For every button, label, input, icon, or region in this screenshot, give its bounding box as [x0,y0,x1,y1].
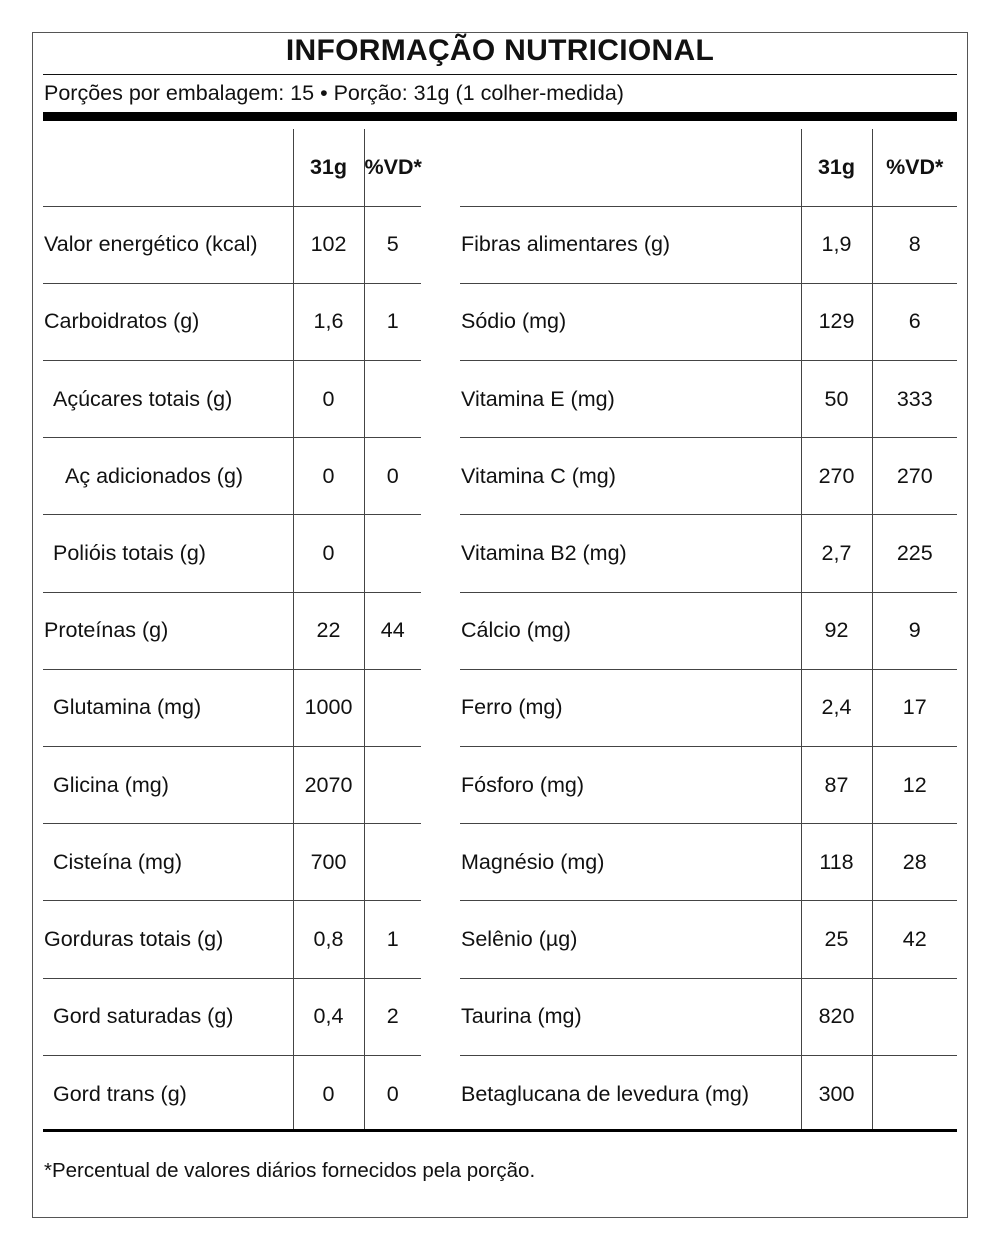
nutrient-label: Ferro (mg) [460,669,801,746]
title-divider [43,74,957,75]
portion-value: 2,7 [801,515,872,592]
right-nutrient-row [460,515,957,592]
left-nutrient-row [43,669,421,746]
dv-value: 2 [364,978,421,1055]
dv-value: 42 [872,901,957,978]
nutrient-label: Fósforo (mg) [460,747,801,824]
dv-value: 1 [364,901,421,978]
dv-value: 6 [872,283,957,360]
nutrient-label: Polióis totais (g) [43,515,293,592]
portion-value: 820 [801,978,872,1055]
left-nutrient-row [43,438,421,515]
right-nutrient-row [460,438,957,515]
dv-value: 225 [872,515,957,592]
nutrient-label: Aç adicionados (g) [43,438,293,515]
dv-value: 12 [872,747,957,824]
portion-value: 118 [801,824,872,901]
left-header-blank [43,129,293,206]
dv-value [872,978,957,1055]
portion-value: 700 [293,824,364,901]
right-header-blank [460,129,801,206]
nutrient-label: Glicina (mg) [43,747,293,824]
right-header-portion: 31g [801,129,872,206]
right-header-dv: %VD* [872,129,957,206]
dv-value: 9 [872,592,957,669]
right-nutrient-row [460,361,957,438]
dv-value [364,515,421,592]
nutrient-label: Betaglucana de levedura (mg) [461,1081,750,1106]
dv-value [364,361,421,438]
dv-value: 17 [872,669,957,746]
footnote: *Percentual de valores diários fornecidos pela porção. [44,1159,536,1182]
left-nutrient-row [43,978,421,1055]
left-nutrient-row [43,901,421,978]
right-nutrient-row [460,669,957,746]
left-nutrient-row [43,283,421,360]
nutrient-label: Vitamina B2 (mg) [460,515,801,592]
nutrient-label: Gorduras totais (g) [43,901,293,978]
portion-value: 22 [293,592,364,669]
right-nutrient-row [460,824,957,901]
nutrient-label: Selênio (µg) [460,901,801,978]
right-nutrient-row [460,1055,957,1132]
portion-value: 1,9 [801,206,872,283]
nutrient-label: Cisteína (mg) [43,824,293,901]
dv-value [364,824,421,901]
portion-value: 270 [801,438,872,515]
portion-value: 300 [801,1055,872,1132]
right-nutrient-row [460,747,957,824]
portion-value: 2070 [293,747,364,824]
portion-value: 0 [293,438,364,515]
left-nutrient-row [43,747,421,824]
portion-value: 92 [801,592,872,669]
right-header-row [460,129,957,206]
dv-value [364,669,421,746]
nutrient-label: Carboidratos (g) [43,283,293,360]
nutrient-label: Glutamina (mg) [43,669,293,746]
left-nutrient-row [43,1055,421,1132]
right-nutrient-row [460,283,957,360]
thick-divider [43,112,957,121]
portion-value: 1000 [293,669,364,746]
dv-value [872,1055,957,1132]
portion-value: 0 [293,361,364,438]
nutrient-label: Cálcio (mg) [460,592,801,669]
nutrient-label: Vitamina C (mg) [460,438,801,515]
portion-value: 2,4 [801,669,872,746]
dv-value: 333 [872,361,957,438]
portion-value: 102 [293,206,364,283]
dv-value: 28 [872,824,957,901]
dv-value: 270 [872,438,957,515]
left-nutrient-row [43,824,421,901]
portion-value: 0,4 [293,978,364,1055]
right-nutrient-row [460,978,957,1055]
right-nutrient-row [460,206,957,283]
portion-value: 1,6 [293,283,364,360]
right-nutrient-table [460,129,957,1132]
label-title: INFORMAÇÃO NUTRICIONAL [285,34,715,67]
nutrient-label: Gord saturadas (g) [43,978,293,1055]
portion-value: 0 [293,515,364,592]
left-header-dv: %VD* [364,129,421,206]
nutrient-label: Sódio (mg) [460,283,801,360]
dv-value [364,747,421,824]
nutrient-label: Açúcares totais (g) [43,361,293,438]
nutrient-label: Magnésio (mg) [460,824,801,901]
left-nutrient-row [43,361,421,438]
nutrient-label: Vitamina E (mg) [460,361,801,438]
left-header-row [43,129,421,206]
bottom-divider [43,1129,957,1132]
serving-info: Porções por embalagem: 15 • Porção: 31g (1 colher-medida) [44,81,624,105]
portion-value: 129 [801,283,872,360]
nutrient-label: Proteínas (g) [43,592,293,669]
portion-value: 50 [801,361,872,438]
portion-value: 87 [801,747,872,824]
nutrient-label: Fibras alimentares (g) [460,206,801,283]
dv-value: 0 [364,1055,421,1132]
portion-value: 0,8 [293,901,364,978]
left-nutrient-row [43,515,421,592]
dv-value: 8 [872,206,957,283]
portion-value: 0 [293,1055,364,1132]
left-nutrient-table [43,129,421,1132]
dv-value: 1 [364,283,421,360]
nutrient-label: Gord trans (g) [53,1081,187,1106]
right-nutrient-row [460,592,957,669]
dv-value: 5 [364,206,421,283]
right-nutrient-row [460,901,957,978]
portion-value: 25 [801,901,872,978]
nutrient-label: Taurina (mg) [460,978,801,1055]
left-nutrient-row [43,206,421,283]
dv-value: 44 [364,592,421,669]
dv-value: 0 [364,438,421,515]
left-header-portion: 31g [293,129,364,206]
nutrient-label: Valor energético (kcal) [43,206,293,283]
left-nutrient-row [43,592,421,669]
